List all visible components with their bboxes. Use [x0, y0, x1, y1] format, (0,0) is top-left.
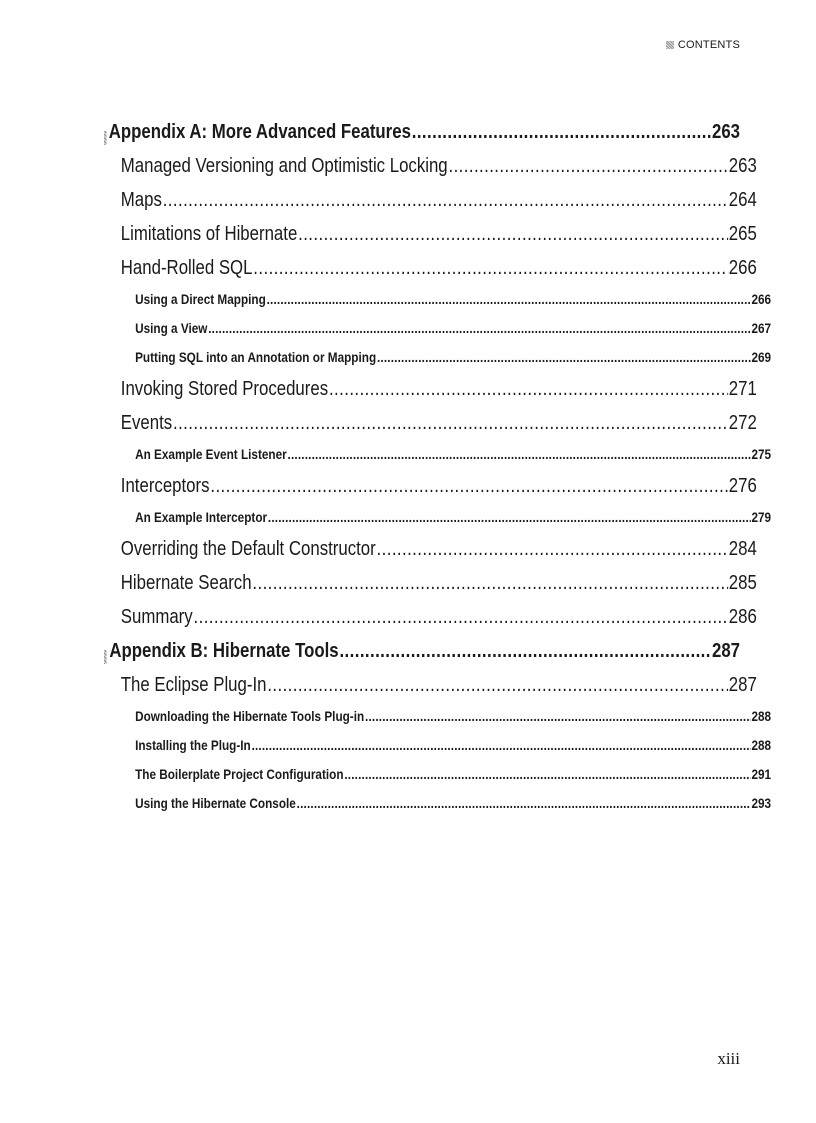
entry-label: Using the Hibernate Console: [135, 795, 296, 811]
leader-dots: [449, 155, 728, 178]
leader-dots: [288, 446, 751, 462]
toc-subsection[interactable]: [104, 509, 771, 538]
entry-page: 288: [751, 737, 772, 753]
leader-dots: [208, 320, 750, 336]
entry-label: Overriding the Default Constructor: [120, 538, 376, 560]
entry-label: Maps: [120, 189, 162, 211]
toc-subsection[interactable]: [104, 320, 771, 349]
toc-section[interactable]: [104, 674, 757, 708]
entry-page: 263: [728, 155, 757, 177]
leader-dots: [163, 189, 728, 212]
toc-section[interactable]: [104, 155, 757, 189]
toc-subsection[interactable]: [104, 737, 771, 766]
entry-label: Interceptors: [120, 475, 210, 497]
entry-page: 288: [751, 708, 772, 724]
table-of-contents: [104, 121, 772, 824]
entry-page: 269: [751, 349, 772, 365]
toc-section[interactable]: [104, 223, 757, 257]
entry-page: 284: [728, 538, 757, 560]
entry-label: Managed Versioning and Optimistic Locking: [120, 155, 448, 177]
entry-page: 276: [728, 475, 757, 497]
leader-dots: [365, 708, 751, 724]
toc-section[interactable]: [104, 606, 757, 640]
entry-label: Installing the Plug-In: [135, 737, 251, 753]
entry-label: An Example Event Listener: [135, 446, 287, 462]
entry-page: 272: [728, 412, 757, 434]
toc-subsection[interactable]: [104, 291, 771, 320]
header-marker-icon: [666, 41, 674, 49]
leader-dots: [267, 674, 728, 697]
toc-chapter-appendix-b[interactable]: [104, 640, 740, 674]
toc-section[interactable]: [104, 189, 757, 223]
entry-page: 266: [751, 291, 772, 307]
leader-dots: [339, 640, 711, 663]
toc-section[interactable]: [104, 538, 757, 572]
entry-page: 275: [751, 446, 772, 462]
toc-subsection[interactable]: [104, 446, 771, 475]
entry-label: Putting SQL into an Annotation or Mapping: [135, 349, 377, 365]
entry-label: Downloading the Hibernate Tools Plug-in: [135, 708, 365, 724]
toc-subsection[interactable]: [104, 708, 771, 737]
entry-label: Events: [120, 412, 173, 434]
page-number: xiii: [717, 1049, 740, 1068]
chapter-marker-icon: [104, 650, 107, 664]
chapter-page: 287: [711, 640, 741, 662]
leader-dots: [252, 737, 751, 753]
entry-label: An Example Interceptor: [135, 509, 268, 525]
entry-page: 287: [728, 674, 757, 696]
toc-chapter-appendix-a[interactable]: [104, 121, 740, 155]
toc-section[interactable]: [104, 378, 757, 412]
entry-label: Summary: [120, 606, 193, 628]
entry-label: Invoking Stored Procedures: [120, 378, 329, 400]
leader-dots: [267, 291, 751, 307]
running-header: [666, 39, 740, 51]
entry-page: 267: [751, 320, 772, 336]
chapter-marker-icon: [104, 131, 106, 145]
chapter-title: Appendix B: Hibernate Tools: [109, 640, 339, 662]
leader-dots: [253, 257, 728, 280]
entry-label: Using a Direct Mapping: [135, 291, 266, 307]
entry-label: Using a View: [135, 320, 208, 336]
leader-dots: [194, 606, 728, 629]
toc-subsection[interactable]: [104, 349, 771, 378]
chapter-page: 263: [711, 121, 741, 143]
toc-subsection[interactable]: [104, 795, 771, 824]
leader-dots: [377, 349, 751, 365]
entry-page: 264: [728, 189, 757, 211]
entry-page: 293: [751, 795, 772, 811]
entry-page: 291: [751, 766, 772, 782]
entry-page: 286: [728, 606, 757, 628]
appendix-a-entries: [104, 155, 772, 640]
leader-dots: [412, 121, 711, 144]
entry-label: Limitations of Hibernate: [120, 223, 298, 245]
header-label: CONTENTS: [677, 39, 740, 51]
entry-page: 265: [728, 223, 757, 245]
entry-page: 285: [728, 572, 757, 594]
entry-label: Hibernate Search: [120, 572, 252, 594]
leader-dots: [268, 509, 751, 525]
chapter-title: Appendix A: More Advanced Features: [108, 121, 411, 143]
toc-section[interactable]: [104, 475, 757, 509]
appendix-b-entries: [104, 674, 772, 824]
leader-dots: [298, 223, 728, 246]
leader-dots: [252, 572, 728, 595]
entry-label: The Eclipse Plug-In: [120, 674, 267, 696]
toc-section[interactable]: [104, 257, 757, 291]
toc-section[interactable]: [104, 412, 757, 446]
leader-dots: [344, 766, 750, 782]
entry-label: The Boilerplate Project Configuration: [135, 766, 344, 782]
entry-label: Hand-Rolled SQL: [120, 257, 253, 279]
leader-dots: [329, 378, 728, 401]
toc-section[interactable]: [104, 572, 757, 606]
toc-subsection[interactable]: [104, 766, 771, 795]
leader-dots: [297, 795, 751, 811]
entry-page: 266: [728, 257, 757, 279]
leader-dots: [173, 412, 728, 435]
leader-dots: [377, 538, 728, 561]
entry-page: 271: [728, 378, 757, 400]
leader-dots: [210, 475, 728, 498]
entry-page: 279: [751, 509, 772, 525]
